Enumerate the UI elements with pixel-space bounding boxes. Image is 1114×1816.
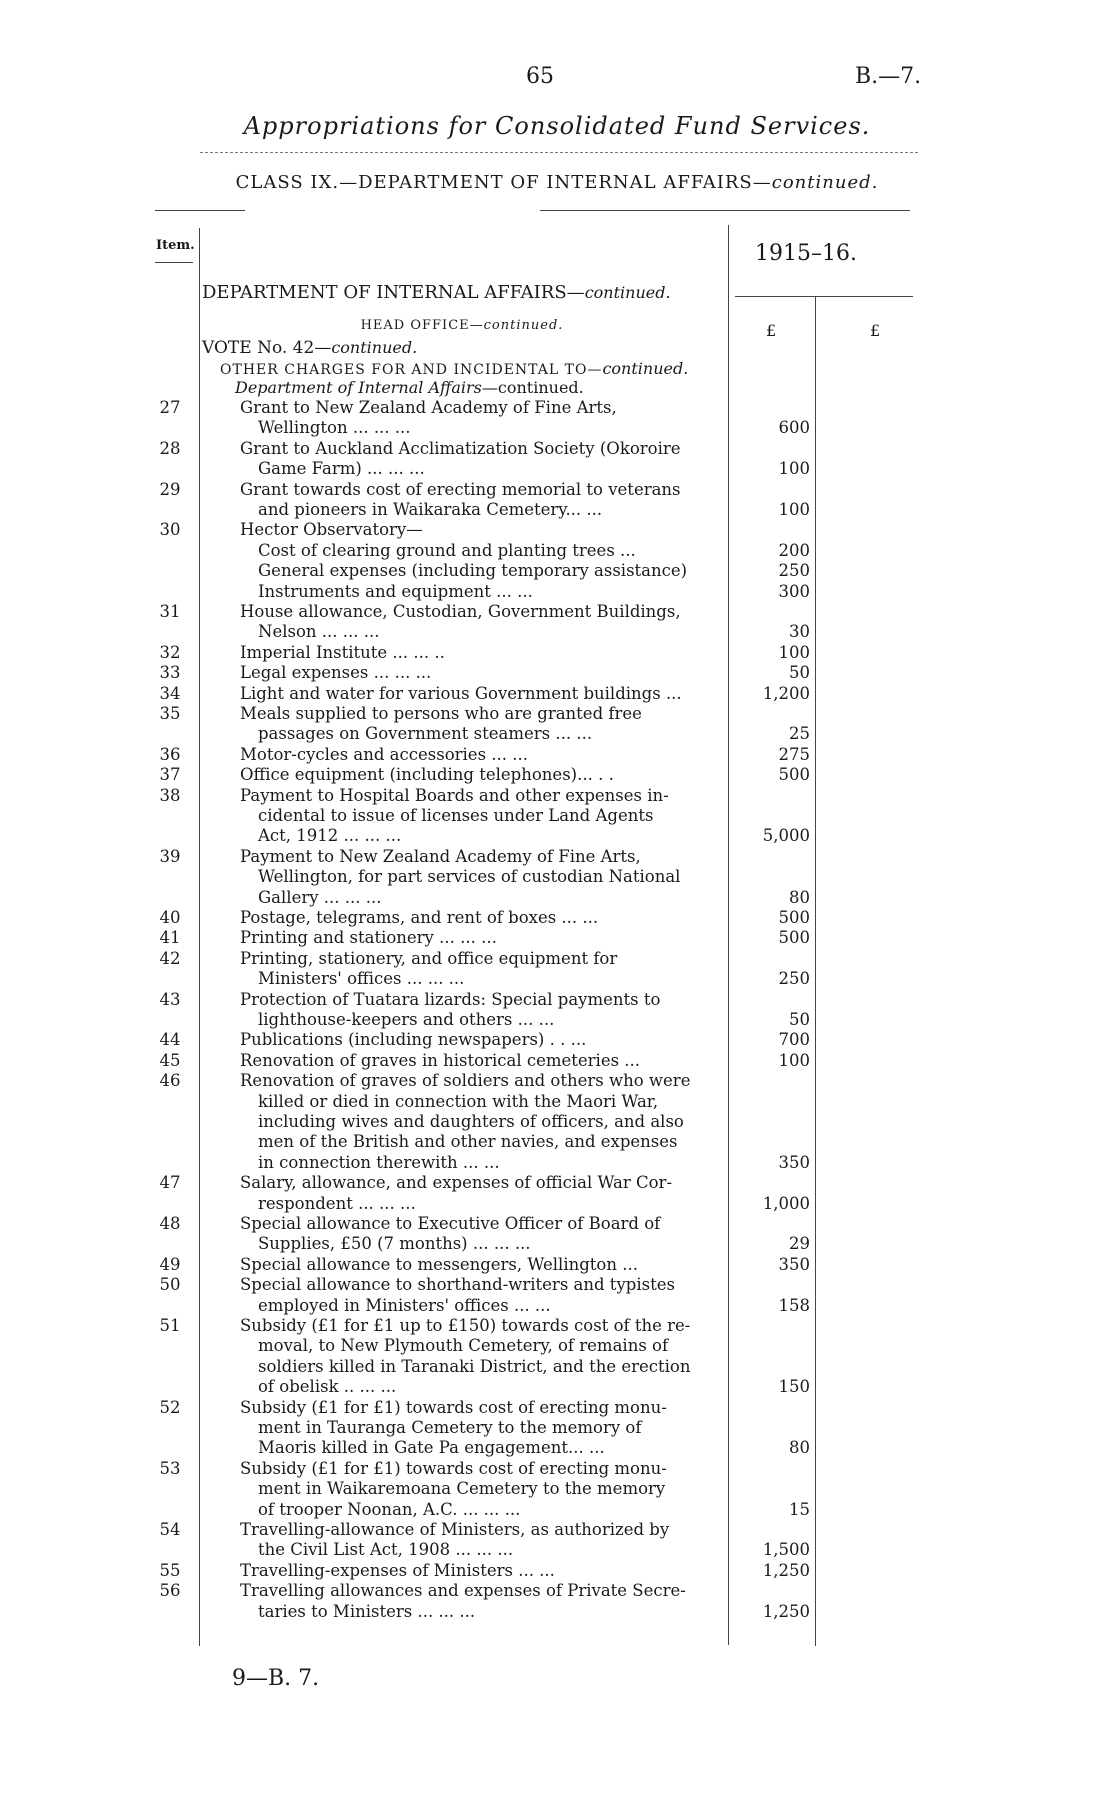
item-description-line: ment in Waikaremoana Cemetery to the memory bbox=[258, 1479, 666, 1499]
item-number: 35 bbox=[159, 704, 181, 723]
item-description-line: Postage, telegrams, and rent of boxes ... ... bbox=[240, 908, 599, 927]
title-divider bbox=[200, 152, 918, 153]
year-header-rule bbox=[735, 296, 913, 297]
item-amount: 1,200 bbox=[762, 683, 810, 703]
table-top-rule-left bbox=[155, 210, 245, 211]
item-number: 56 bbox=[159, 1581, 181, 1601]
item-number: 33 bbox=[159, 663, 181, 683]
item-amount: 275 bbox=[778, 744, 810, 764]
item-description-line: passages on Government steamers ... ... bbox=[258, 724, 593, 744]
item-amount: 250 bbox=[778, 969, 810, 989]
item-description-line: of obelisk .. ... ... bbox=[258, 1377, 397, 1397]
item-description-line: Motor-cycles and accessories ... ... bbox=[240, 744, 528, 764]
item-number: 34 bbox=[159, 683, 181, 703]
item-description-line: lighthouse-keepers and others ... ... bbox=[258, 1010, 555, 1029]
item-description-line: House allowance, Custodian, Government Buildings, bbox=[240, 602, 681, 621]
item-column-header: Item. bbox=[156, 238, 195, 253]
item-description-line: Grant to New Zealand Academy of Fine Arts, bbox=[240, 398, 617, 417]
item-description-line: Protection of Tuatara lizards: Special payments to bbox=[240, 989, 661, 1009]
item-amount: 500 bbox=[778, 765, 810, 785]
item-description-line: Subsidy (£1 for £1) towards cost of erecting monu- bbox=[240, 1397, 667, 1417]
item-description-line: and pioneers in Waikaraka Cemetery... ... bbox=[258, 500, 603, 519]
item-description-line: Travelling allowances and expenses of Private Secre- bbox=[240, 1581, 686, 1601]
item-column-divider bbox=[199, 228, 200, 1646]
item-number: 39 bbox=[159, 846, 181, 866]
item-description-line: Meals supplied to persons who are granted free bbox=[240, 704, 642, 723]
item-description-line: General expenses (including temporary assistance) bbox=[258, 561, 688, 581]
item-number: 55 bbox=[159, 1560, 181, 1580]
item-amount: 1,250 bbox=[762, 1560, 810, 1580]
item-amount: 29 bbox=[789, 1234, 810, 1254]
item-number: 47 bbox=[159, 1173, 181, 1193]
item-description-line: killed or died in connection with the Maori War, bbox=[258, 1091, 659, 1111]
item-amount: 350 bbox=[778, 1254, 810, 1274]
item-description-line: Office equipment (including telephones)... . . bbox=[240, 765, 614, 785]
item-number: 36 bbox=[159, 744, 181, 764]
page-reference: B.—7. bbox=[855, 64, 922, 89]
item-amount: 150 bbox=[778, 1377, 810, 1397]
item-amount: 350 bbox=[778, 1152, 810, 1172]
item-amount: 80 bbox=[789, 887, 810, 907]
item-amount: 100 bbox=[778, 500, 810, 519]
item-header-rule bbox=[155, 262, 193, 263]
subdepartment-heading: Department of Internal Affairs—continued. bbox=[235, 378, 584, 397]
item-number: 30 bbox=[159, 520, 181, 540]
head-office-heading: HEAD OFFICE—continued. bbox=[360, 318, 564, 333]
item-amount: 100 bbox=[778, 642, 810, 662]
item-number: 44 bbox=[159, 1030, 181, 1050]
item-description-line: taries to Ministers ... ... ... bbox=[258, 1601, 476, 1621]
currency-symbol: £ bbox=[766, 321, 777, 340]
item-amount: 15 bbox=[789, 1499, 810, 1519]
item-description-line: Supplies, £50 (7 months) ... ... ... bbox=[258, 1234, 531, 1254]
item-amount: 80 bbox=[789, 1438, 810, 1458]
item-description-line: Nelson ... ... ... bbox=[258, 622, 380, 642]
page-title: Appropriations for Consolidated Fund Services. bbox=[243, 112, 871, 140]
item-description-line: Grant towards cost of erecting memorial to veterans bbox=[240, 479, 681, 499]
signature-mark: 9—B. 7. bbox=[232, 1666, 320, 1691]
item-amount: 30 bbox=[789, 622, 810, 642]
vote-heading: VOTE No. 42—continued. bbox=[202, 338, 418, 358]
item-description-line: the Civil List Act, 1908 ... ... ... bbox=[258, 1540, 514, 1560]
item-description-line: men of the British and other navies, and expenses bbox=[258, 1132, 678, 1152]
item-amount: 50 bbox=[789, 663, 810, 683]
item-description-line: soldiers killed in Taranaki District, and the erection bbox=[258, 1356, 691, 1376]
item-number: 45 bbox=[159, 1050, 181, 1070]
item-description-line: of trooper Noonan, A.C. ... ... ... bbox=[258, 1499, 521, 1519]
item-description-line: Light and water for various Government buildings ... bbox=[240, 683, 682, 703]
item-description-line: cidental to issue of licenses under Land Agents bbox=[258, 806, 654, 825]
item-number: 54 bbox=[159, 1520, 181, 1539]
item-description-line: Special allowance to messengers, Wellington ... bbox=[240, 1254, 638, 1274]
item-description-line: Special allowance to Executive Officer of Board of bbox=[240, 1214, 661, 1233]
item-number: 41 bbox=[159, 928, 181, 948]
item-number: 27 bbox=[159, 398, 181, 417]
item-description-line: Travelling-allowance of Ministers, as authorized by bbox=[240, 1520, 670, 1539]
currency-symbol: £ bbox=[870, 321, 881, 340]
item-description-line: Special allowance to shorthand-writers and typistes bbox=[240, 1275, 675, 1295]
item-number: 49 bbox=[159, 1254, 181, 1274]
item-amount: 5,000 bbox=[762, 826, 810, 846]
item-number: 48 bbox=[159, 1214, 181, 1233]
item-amount: 25 bbox=[789, 724, 810, 744]
item-description-line: in connection therewith ... ... bbox=[258, 1152, 500, 1172]
item-number: 42 bbox=[159, 948, 181, 968]
item-description-line: Hector Observatory— bbox=[240, 520, 423, 540]
item-description-line: Imperial Institute ... ... .. bbox=[240, 642, 445, 662]
item-amount: 200 bbox=[778, 540, 810, 560]
amount-column-divider bbox=[728, 225, 729, 1645]
item-amount: 50 bbox=[789, 1010, 810, 1029]
item-description-line: Instruments and equipment ... ... bbox=[258, 581, 533, 601]
item-description-line: ment in Tauranga Cemetery to the memory of bbox=[258, 1418, 642, 1437]
item-description-line: Legal expenses ... ... ... bbox=[240, 663, 432, 683]
item-amount: 158 bbox=[778, 1295, 810, 1315]
item-description-line: Renovation of graves of soldiers and others who were bbox=[240, 1071, 691, 1091]
item-amount: 600 bbox=[778, 418, 810, 438]
item-amount: 1,250 bbox=[762, 1601, 810, 1621]
item-description-line: Ministers' offices ... ... ... bbox=[258, 969, 465, 989]
item-number: 40 bbox=[159, 908, 181, 927]
item-description-line: Wellington ... ... ... bbox=[258, 418, 411, 438]
item-description-line: moval, to New Plymouth Cemetery, of remains of bbox=[258, 1336, 669, 1356]
item-number: 53 bbox=[159, 1458, 181, 1478]
page-number: 65 bbox=[526, 64, 554, 89]
department-heading: DEPARTMENT OF INTERNAL AFFAIRS—continued. bbox=[202, 282, 671, 303]
year-column-header: 1915–16. bbox=[755, 241, 857, 266]
pound-column-divider bbox=[815, 296, 816, 1646]
item-number: 37 bbox=[159, 765, 181, 785]
class-title: CLASS IX.—DEPARTMENT OF INTERNAL AFFAIRS—continued. bbox=[235, 172, 879, 193]
item-description-line: Printing, stationery, and office equipment for bbox=[240, 948, 618, 968]
item-number: 29 bbox=[159, 479, 181, 499]
item-description-line: Game Farm) ... ... ... bbox=[258, 459, 425, 479]
item-amount: 700 bbox=[778, 1030, 810, 1050]
item-description-line: Travelling-expenses of Ministers ... ... bbox=[240, 1560, 555, 1580]
item-description-line: including wives and daughters of officers, and also bbox=[258, 1112, 684, 1131]
item-description-line: Cost of clearing ground and planting trees ... bbox=[258, 540, 636, 560]
item-amount: 100 bbox=[778, 1050, 810, 1070]
item-description-line: Subsidy (£1 for £1 up to £150) towards cost of the re- bbox=[240, 1316, 691, 1335]
other-charges-heading: OTHER CHARGES FOR AND INCIDENTAL TO—continued. bbox=[220, 359, 689, 378]
item-description-line: Grant to Auckland Acclimatization Society (Okoroire bbox=[240, 438, 681, 458]
item-description-line: employed in Ministers' offices ... ... bbox=[258, 1295, 551, 1315]
item-amount: 500 bbox=[778, 908, 810, 927]
item-amount: 100 bbox=[778, 459, 810, 479]
item-description-line: Gallery ... ... ... bbox=[258, 887, 382, 907]
item-number: 51 bbox=[159, 1316, 181, 1335]
item-description-line: Act, 1912 ... ... ... bbox=[258, 826, 402, 846]
item-number: 50 bbox=[159, 1275, 181, 1295]
item-amount: 300 bbox=[778, 581, 810, 601]
item-description-line: Maoris killed in Gate Pa engagement... ... bbox=[258, 1438, 605, 1458]
item-number: 46 bbox=[159, 1071, 181, 1091]
item-description-line: Printing and stationery ... ... ... bbox=[240, 928, 497, 948]
item-description-line: Publications (including newspapers) . . ... bbox=[240, 1030, 587, 1050]
item-description-line: Salary, allowance, and expenses of official War Cor- bbox=[240, 1173, 673, 1193]
item-description-line: Payment to New Zealand Academy of Fine Arts, bbox=[240, 846, 641, 866]
item-number: 52 bbox=[159, 1397, 181, 1417]
item-number: 31 bbox=[159, 602, 181, 621]
item-amount: 1,500 bbox=[762, 1540, 810, 1560]
item-amount: 500 bbox=[778, 928, 810, 948]
item-number: 28 bbox=[159, 438, 181, 458]
item-description-line: Renovation of graves in historical cemeteries ... bbox=[240, 1050, 641, 1070]
item-description-line: Wellington, for part services of custodian National bbox=[258, 867, 681, 887]
item-description-line: Payment to Hospital Boards and other expenses in- bbox=[240, 785, 669, 805]
item-number: 38 bbox=[159, 785, 181, 805]
item-number: 43 bbox=[159, 989, 181, 1009]
item-amount: 1,000 bbox=[762, 1193, 810, 1213]
table-top-rule-right bbox=[540, 210, 910, 211]
item-amount: 250 bbox=[778, 561, 810, 581]
item-description-line: Subsidy (£1 for £1) towards cost of erecting monu- bbox=[240, 1458, 667, 1478]
item-number: 32 bbox=[159, 642, 181, 662]
item-description-line: respondent ... ... ... bbox=[258, 1193, 416, 1213]
